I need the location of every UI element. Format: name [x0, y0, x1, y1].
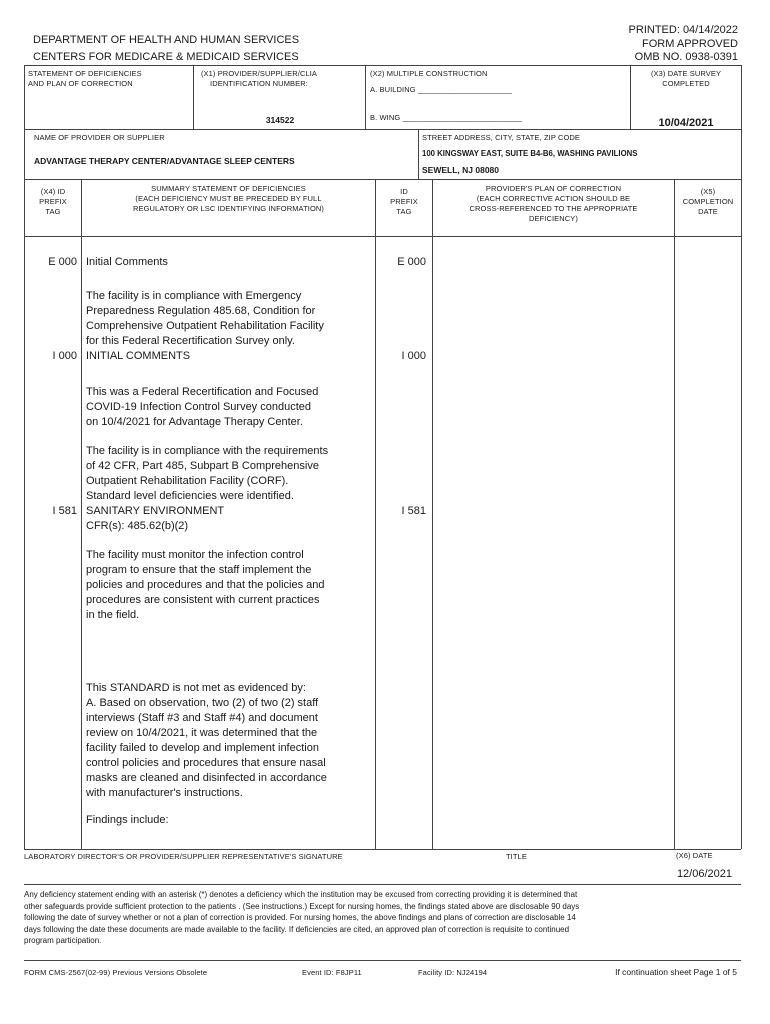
- form-id: FORM CMS-2567(02-99) Previous Versions Obsolete: [24, 968, 208, 977]
- provider-label: NAME OF PROVIDER OR SUPPLIER: [34, 133, 165, 142]
- col-header-id: ID PREFIX TAG: [390, 187, 418, 216]
- form-approved: FORM APPROVED: [642, 38, 738, 50]
- rule-provider-bottom: [24, 179, 741, 180]
- entry-text-monitor: The facility must monitor the infection control program to ensure that the staff implement the policies and procedures and that the policies and procedures are consistent with current practices in the field.: [86, 549, 325, 621]
- provider-name: ADVANTAGE THERAPY CENTER/ADVANTAGE SLEEP CENTERS: [34, 156, 295, 166]
- entry-text-ep: The facility is in compliance with Emergency Preparedness Regulation 485.68, Condition for Comprehensive Outpatient Rehabilitation Facility for this Federal Recertification Survey only.: [86, 290, 324, 347]
- id-i581: I 581: [401, 505, 426, 517]
- tag-i581: I 581: [52, 505, 77, 517]
- title-label: TITLE: [506, 852, 527, 861]
- statement-label: STATEMENT OF DEFICIENCIES AND PLAN OF CORRECTION: [28, 69, 142, 88]
- tag-e000: E 000: [48, 256, 77, 268]
- rule-col-x4: [81, 179, 82, 849]
- rule-signature-bottom: [24, 884, 741, 885]
- x6-date-label: (X6) DATE: [676, 851, 713, 860]
- omb-number: OMB NO. 0938-0391: [634, 51, 738, 63]
- id-e000: E 000: [397, 256, 426, 268]
- col-header-x4: (X4) ID PREFIX TAG: [39, 187, 67, 216]
- facility-id: Facility ID: NJ24194: [418, 968, 488, 977]
- rule-top: [24, 65, 741, 66]
- entry-text-survey: This was a Federal Recertification and Focused COVID-19 Infection Control Survey conducted on 10/4/2021 for Advantage Therapy Center.: [86, 386, 319, 428]
- col-header-x5: (X5) COMPLETION DATE: [682, 187, 734, 216]
- x2-label: (X2) MULTIPLE CONSTRUCTION: [370, 69, 488, 78]
- rule-address-left: [418, 129, 419, 179]
- rule-left: [24, 65, 25, 849]
- entry-text-standard: This STANDARD is not met as evidenced by: A. Based on observation, two (2) of two (2) staff interviews (Staff #3 and Staff #4) and document review on 10/4/2021, it was determined that the facility failed to develop and implement infection control policies and procedures that ensure nasal masks are cleaned and disinfected in accordance with manufacturer's instructions.: [86, 682, 327, 799]
- wing-label: B. WING ____________________________: [370, 113, 523, 122]
- printed-date: PRINTED: 04/14/2022: [628, 24, 738, 36]
- address-line-2: SEWELL, NJ 08080: [422, 165, 500, 175]
- department-line-2: CENTERS FOR MEDICARE & MEDICAID SERVICES: [33, 51, 299, 63]
- department-line-1: DEPARTMENT OF HEALTH AND HUMAN SERVICES: [33, 34, 300, 46]
- rule-body-bottom: [24, 849, 741, 850]
- entry-text-compliance: The facility is in compliance with the requirements of 42 CFR, Part 485, Subpart B Comprehensive Outpatient Rehabilitation Facility (CORF). Standard level deficiencies were identified.: [86, 445, 329, 502]
- id-i000: I 000: [401, 350, 426, 362]
- rule-footnote-bottom: [24, 960, 741, 961]
- entry-title-e000: Initial Comments: [86, 256, 168, 268]
- page-indicator: If continuation sheet Page 1 of 5: [615, 967, 737, 977]
- disclosure-footnote: Any deficiency statement ending with an asterisk (*) denotes a deficiency which the institution may be excused from correcting providing it is determined that other safeguards provide sufficient protection to the patients . (See instructions.) Except for nursing homes, the findings stated above are disclosable 90 days following the date of survey whether or not a plan of correction is provided. For nursing homes, the above findings and plans of correction are disclosable 14 days following the date these documents are made available to the facility. If deficiencies are cited, an approved plan of correction is requisite to continued program participation.: [24, 890, 580, 945]
- rule-right: [741, 65, 742, 849]
- col-header-summary: SUMMARY STATEMENT OF DEFICIENCIES (EACH DEFICIENCY MUST BE PRECEDED BY FULL REGULATORY OR LSC IDENTIFYING INFORMATION): [132, 184, 325, 213]
- event-id: Event ID: F8JP11: [302, 968, 362, 977]
- building-label: A. BUILDING ______________________: [370, 85, 512, 94]
- rule-col-id: [432, 179, 433, 849]
- tag-i000: I 000: [52, 350, 77, 362]
- col-header-plan: PROVIDER'S PLAN OF CORRECTION (EACH CORRECTIVE ACTION SHOULD BE CROSS-REFERENCED TO THE APPROPRIATE DEFICIENCY): [469, 184, 638, 223]
- x1-label: (X1) PROVIDER/SUPPLIER/CLIA IDENTIFICATION NUMBER:: [200, 69, 318, 88]
- rule-col-plan: [674, 179, 675, 849]
- entry-title-i000: INITIAL COMMENTS: [86, 350, 191, 362]
- entry-title-i581: SANITARY ENVIRONMENT: [86, 505, 225, 517]
- entry-cfr-i581: CFR(s): 485.62(b)(2): [86, 520, 189, 532]
- rule-columns-bottom: [24, 236, 741, 237]
- x1-value: 314522: [265, 115, 295, 125]
- signature-label: LABORATORY DIRECTOR'S OR PROVIDER/SUPPLIER REPRESENTATIVE'S SIGNATURE: [24, 852, 343, 861]
- x6-date-value: 12/06/2021: [676, 868, 732, 880]
- address-label: STREET ADDRESS, CITY, STATE, ZIP CODE: [422, 133, 581, 142]
- x3-label: (X3) DATE SURVEY COMPLETED: [650, 69, 722, 88]
- x3-value: 10/04/2021: [658, 117, 714, 129]
- entry-text-findings: Findings include:: [86, 814, 169, 826]
- address-line-1: 100 KINGSWAY EAST, SUITE B4-B6, WASHING PAVILIONS: [422, 149, 638, 158]
